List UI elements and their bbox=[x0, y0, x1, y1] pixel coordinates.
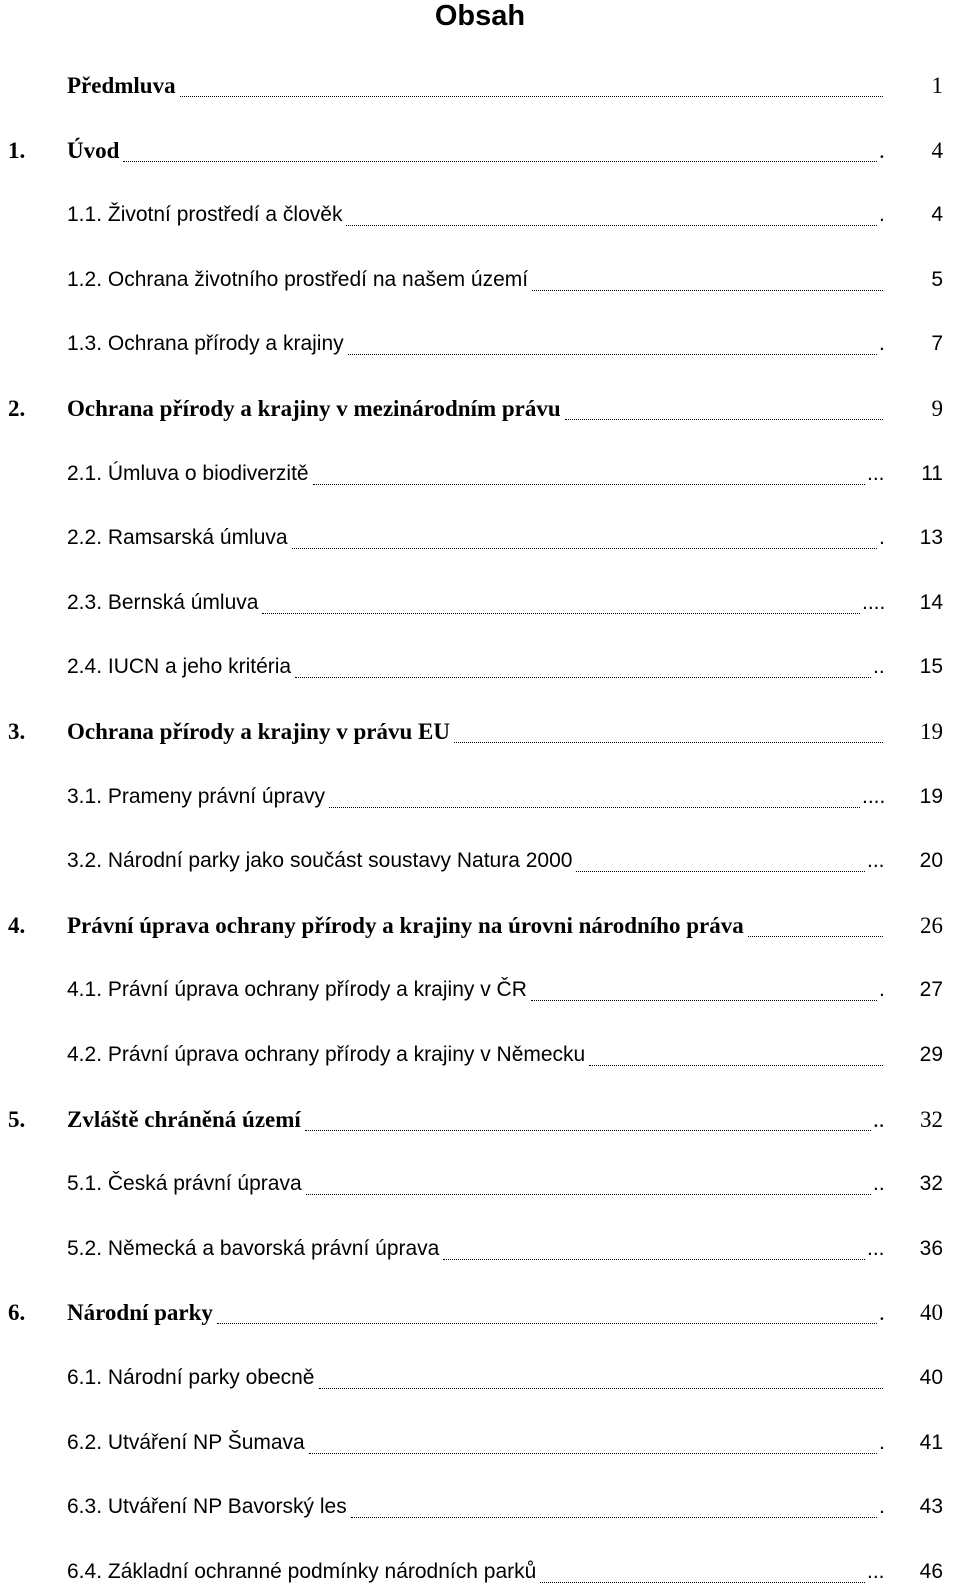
toc-entry-page: 43 bbox=[919, 1495, 943, 1518]
toc-entry[interactable] bbox=[0, 906, 960, 946]
toc-entry-page: 9 bbox=[931, 396, 943, 421]
toc-entry[interactable] bbox=[0, 1552, 960, 1592]
toc-entry[interactable] bbox=[0, 1100, 960, 1140]
toc-entry[interactable] bbox=[0, 1487, 960, 1527]
toc-entry-title: 2.2. Ramsarská úmluva bbox=[67, 526, 288, 549]
toc-entry[interactable] bbox=[0, 66, 960, 106]
toc-leader-trail: .... bbox=[862, 785, 886, 808]
toc-dotted-leader bbox=[565, 389, 883, 429]
toc-entry-title: 5.2. Německá a bavorská právní úprava bbox=[67, 1237, 440, 1260]
toc-entry-number: 3. bbox=[8, 719, 26, 744]
toc-entry[interactable] bbox=[0, 454, 960, 494]
toc-entry-page: 1 bbox=[931, 73, 943, 98]
toc-leader-trail: . bbox=[879, 203, 885, 226]
toc-dotted-leader bbox=[348, 324, 877, 364]
toc-entry[interactable] bbox=[0, 518, 960, 558]
toc-entry-page: 19 bbox=[919, 785, 943, 808]
toc-dotted-leader bbox=[443, 1229, 865, 1269]
toc-entry-title: Národní parky bbox=[67, 1300, 213, 1325]
toc-leader-trail: . bbox=[879, 332, 885, 355]
toc-entry-page: 20 bbox=[919, 849, 943, 872]
toc-entry-title: 6.4. Základní ochranné podmínky národních parků bbox=[67, 1560, 537, 1583]
toc-entry-page: 4 bbox=[931, 138, 943, 163]
toc-leader-trail: . bbox=[879, 1300, 885, 1325]
toc-leader-trail: .... bbox=[862, 591, 886, 614]
toc-entry-title: Právní úprava ochrany přírody a krajiny na úrovni národního práva bbox=[67, 913, 744, 938]
toc-entry-title: 1.2. Ochrana životního prostředí na našem území bbox=[67, 268, 529, 291]
toc-entry[interactable] bbox=[0, 1358, 960, 1398]
toc-entry-number: 5. bbox=[8, 1107, 26, 1132]
toc-entry-page: 7 bbox=[931, 332, 943, 355]
toc-leader-trail: ... bbox=[867, 1237, 885, 1260]
toc-entry[interactable] bbox=[0, 1423, 960, 1463]
toc-leader-trail: .. bbox=[873, 1172, 885, 1195]
toc-entry-title: 2.4. IUCN a jeho kritéria bbox=[67, 655, 292, 678]
toc-entry-page: 32 bbox=[919, 1172, 943, 1195]
toc-entry-title: 4.1. Právní úprava ochrany přírody a krajiny v ČR bbox=[67, 978, 527, 1001]
toc-entry[interactable] bbox=[0, 1035, 960, 1075]
toc-entry-page: 40 bbox=[920, 1300, 943, 1325]
toc-dotted-leader bbox=[319, 1358, 883, 1398]
toc-entry-page: 13 bbox=[919, 526, 943, 549]
toc-entry-title: Úvod bbox=[67, 138, 120, 163]
toc-leader-trail: . bbox=[879, 138, 885, 163]
toc-entry[interactable] bbox=[0, 647, 960, 687]
toc-entry[interactable] bbox=[0, 1164, 960, 1204]
toc-entry-page: 40 bbox=[919, 1366, 943, 1389]
toc-dotted-leader bbox=[540, 1552, 865, 1592]
toc-entry[interactable] bbox=[0, 1229, 960, 1269]
toc-entry-page: 5 bbox=[931, 268, 943, 291]
toc-entry-number: 4. bbox=[8, 913, 26, 938]
toc-entry-title: 5.1. Česká právní úprava bbox=[67, 1172, 302, 1195]
toc-dotted-leader bbox=[305, 1100, 871, 1140]
toc-dotted-leader bbox=[454, 712, 883, 752]
toc-entry-title: 6.3. Utváření NP Bavorský les bbox=[67, 1495, 347, 1518]
toc-dotted-leader bbox=[576, 841, 865, 881]
toc-entry-title: 6.2. Utváření NP Šumava bbox=[67, 1431, 305, 1454]
toc-entry-page: 4 bbox=[931, 203, 943, 226]
toc-entry-title: 4.2. Právní úprava ochrany přírody a krajiny v Německu bbox=[67, 1043, 586, 1066]
toc-entry-title: 2.1. Úmluva o biodiverzitě bbox=[67, 462, 309, 485]
toc-entry-title: 1.3. Ochrana přírody a krajiny bbox=[67, 332, 344, 355]
toc-entry[interactable] bbox=[0, 389, 960, 429]
toc-dotted-leader bbox=[589, 1035, 883, 1075]
toc-dotted-leader bbox=[180, 66, 883, 106]
toc-entry-title: 3.2. Národní parky jako součást soustavy Natura 2000 bbox=[67, 849, 573, 872]
toc-entry-page: 32 bbox=[920, 1107, 943, 1132]
toc-entry-page: 36 bbox=[919, 1237, 943, 1260]
toc-dotted-leader bbox=[292, 518, 877, 558]
toc-entry[interactable] bbox=[0, 1293, 960, 1333]
page-title: Obsah bbox=[434, 0, 526, 32]
toc-leader-trail: ... bbox=[867, 849, 885, 872]
toc-entry-title: Ochrana přírody a krajiny v mezinárodním právu bbox=[67, 396, 561, 421]
toc-dotted-leader bbox=[531, 970, 877, 1010]
toc-entry-page: 29 bbox=[919, 1043, 943, 1066]
toc-leader-trail: . bbox=[879, 978, 885, 1001]
toc-dotted-leader bbox=[309, 1423, 877, 1463]
toc-entry[interactable] bbox=[0, 777, 960, 817]
toc-leader-trail: ... bbox=[867, 1560, 885, 1583]
toc-dotted-leader bbox=[306, 1164, 871, 1204]
toc-entry[interactable] bbox=[0, 260, 960, 300]
toc-leader-trail: . bbox=[879, 1431, 885, 1454]
toc-entry[interactable] bbox=[0, 583, 960, 623]
toc-dotted-leader bbox=[123, 131, 877, 171]
toc-entry-page: 19 bbox=[920, 719, 943, 744]
toc-leader-trail: . bbox=[879, 526, 885, 549]
toc-entry-page: 27 bbox=[919, 978, 943, 1001]
toc-entry[interactable] bbox=[0, 970, 960, 1010]
toc-entry-number: 6. bbox=[8, 1300, 26, 1325]
toc-entry-page: 11 bbox=[921, 462, 943, 485]
toc-entry-page: 26 bbox=[920, 913, 943, 938]
toc-leader-trail: ... bbox=[867, 462, 885, 485]
toc-entry[interactable] bbox=[0, 324, 960, 364]
toc-entry[interactable] bbox=[0, 841, 960, 881]
toc-leader-trail: .. bbox=[873, 655, 885, 678]
toc-entry-title: Ochrana přírody a krajiny v právu EU bbox=[67, 719, 450, 744]
toc-entry-page: 41 bbox=[919, 1431, 943, 1454]
toc-dotted-leader bbox=[748, 906, 883, 946]
toc-dotted-leader bbox=[532, 260, 883, 300]
toc-entry[interactable] bbox=[0, 131, 960, 171]
toc-dotted-leader bbox=[329, 777, 860, 817]
toc-entry-title: Předmluva bbox=[67, 73, 176, 98]
toc-entry-title: 3.1. Prameny právní úpravy bbox=[67, 785, 325, 808]
toc-leader-trail: .. bbox=[873, 1107, 885, 1132]
toc-entry-title: 1.1. Životní prostředí a člověk bbox=[67, 203, 343, 226]
toc-entry[interactable] bbox=[0, 195, 960, 235]
toc-dotted-leader bbox=[217, 1293, 877, 1333]
toc-entry-page: 46 bbox=[919, 1560, 943, 1583]
toc-entry-title: Zvláště chráněná území bbox=[67, 1107, 301, 1132]
toc-dotted-leader bbox=[351, 1487, 877, 1527]
toc-entry[interactable] bbox=[0, 712, 960, 752]
toc-leader-trail: . bbox=[879, 1495, 885, 1518]
toc-entry-number: 2. bbox=[8, 396, 26, 421]
toc-dotted-leader bbox=[295, 647, 871, 687]
toc-dotted-leader bbox=[346, 195, 877, 235]
toc-entry-title: 2.3. Bernská úmluva bbox=[67, 591, 259, 614]
toc-entry-page: 15 bbox=[919, 655, 943, 678]
toc-entry-title: 6.1. Národní parky obecně bbox=[67, 1366, 315, 1389]
toc-dotted-leader bbox=[313, 454, 865, 494]
toc-dotted-leader bbox=[262, 583, 860, 623]
toc-entry-number: 1. bbox=[8, 138, 26, 163]
toc-entry-page: 14 bbox=[919, 591, 943, 614]
